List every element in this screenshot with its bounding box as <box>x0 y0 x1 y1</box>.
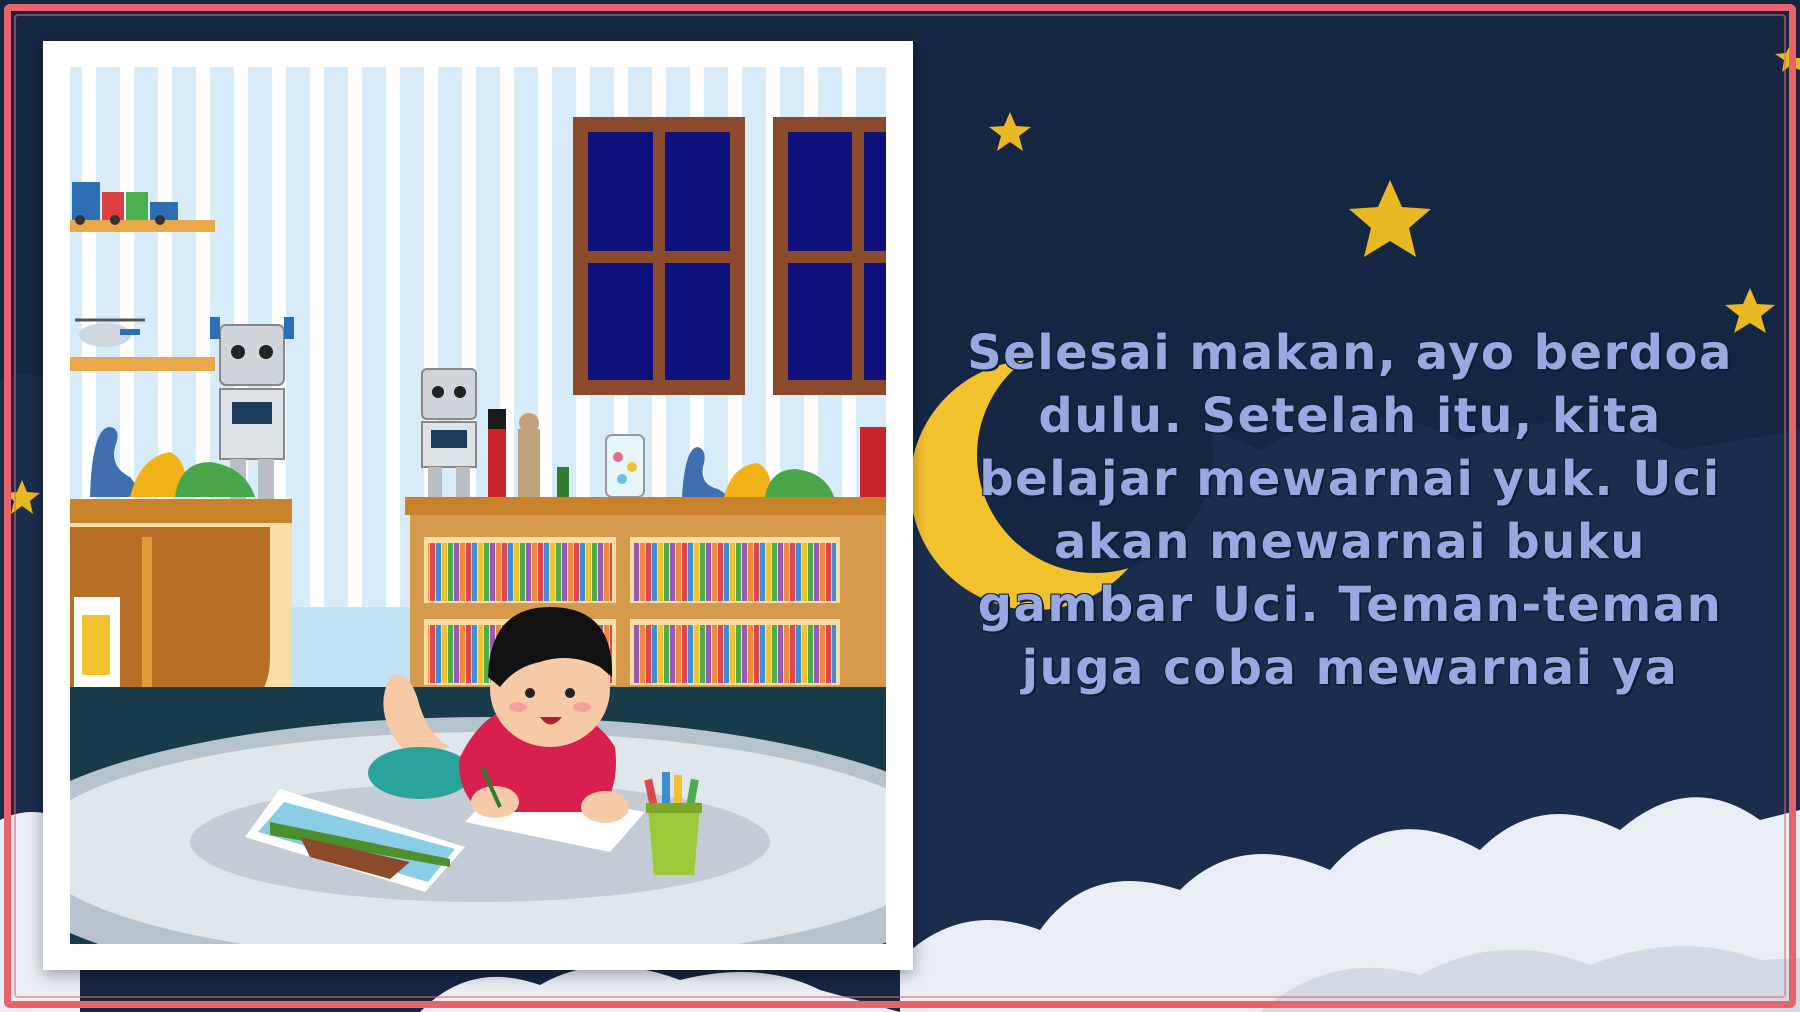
star-icon <box>989 112 1031 151</box>
child-drawing-scene <box>70 67 886 944</box>
illustration-card <box>43 41 913 970</box>
window <box>773 117 886 395</box>
window <box>573 117 745 395</box>
bookshelf <box>405 497 886 693</box>
star-icon <box>1349 180 1431 257</box>
star-icon <box>1775 45 1800 72</box>
bedroom-illustration <box>70 67 886 944</box>
story-text: Selesai makan, ayo berdoa dulu. Setelah itu, kita belajar mewarnai yuk. Uci akan mewarnai buku gambar Uci. Teman-teman juga coba mewarnai ya <box>967 325 1733 696</box>
